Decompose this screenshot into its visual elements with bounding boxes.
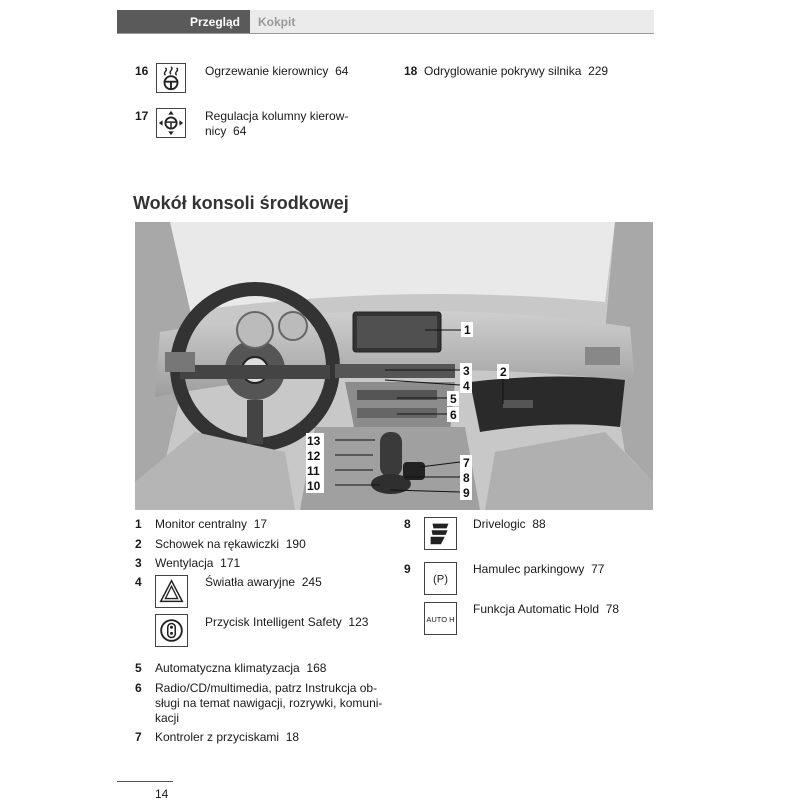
item-number: 16	[135, 64, 149, 78]
svg-text:(P): (P)	[432, 573, 449, 586]
item-number: 4	[135, 575, 142, 589]
hazard-warning-icon	[155, 575, 188, 608]
item-number: 9	[404, 562, 411, 576]
header-divider	[117, 33, 654, 34]
item-number: 18	[404, 64, 418, 78]
item-number: 17	[135, 109, 149, 123]
item-text: Odryglowanie pokrywy silnika 229	[424, 64, 609, 78]
callout-label: 8	[463, 471, 470, 485]
callout-label: 11	[307, 464, 320, 478]
item-number: 3	[135, 556, 142, 570]
intelligent-safety-icon	[155, 614, 188, 647]
item-text: kacji	[155, 711, 180, 725]
page-number: 14	[155, 787, 169, 801]
callout-label: 13	[307, 434, 321, 448]
item-text: Schowek na rękawiczki 190	[155, 537, 306, 551]
item-text: Wentylacja 171	[155, 556, 241, 570]
item-text: Radio/CD/multimedia, patrz Instrukcja ob-	[155, 681, 378, 695]
item-number: 2	[135, 537, 142, 551]
header-section-tab	[117, 10, 250, 33]
item-number: 5	[135, 661, 142, 675]
section-title: Wokół konsoli środkowej	[133, 193, 349, 213]
callout-label: 4	[463, 379, 470, 393]
item-text: Hamulec parkingowy 77	[473, 562, 605, 576]
item-text-continued: nicy 64	[205, 124, 247, 138]
steering-column-icon	[156, 108, 186, 138]
svg-text:AUTO H: AUTO H	[426, 614, 455, 624]
item-text: Ogrzewanie kierownicy 64	[205, 64, 349, 78]
heated-steering-wheel-icon	[156, 63, 186, 93]
item-text: Światła awaryjne 245	[205, 575, 322, 589]
callout-label: 9	[463, 486, 470, 500]
callout-label: 2	[500, 365, 507, 379]
callout-label: 1	[464, 323, 471, 337]
item-number: 8	[404, 517, 411, 531]
item-text: sługi na temat nawigacji, rozrywki, komuni-	[155, 696, 383, 710]
item-text: Kontroler z przyciskami 18	[155, 730, 300, 744]
item-text: Monitor centralny 17	[155, 517, 268, 531]
item-text: Drivelogic 88	[473, 517, 546, 531]
auto-hold-icon	[424, 602, 457, 635]
callout-label: 7	[463, 456, 470, 470]
item-text: Funkcja Automatic Hold 78	[473, 602, 620, 616]
page-header	[117, 10, 654, 33]
tab-kokpit: Kokpit	[258, 15, 296, 29]
footer-divider	[117, 781, 173, 782]
item-number: 6	[135, 681, 142, 695]
item-text: Przycisk Intelligent Safety 123	[205, 615, 369, 629]
callout-label: 5	[450, 392, 457, 406]
callout-label: 12	[307, 449, 321, 463]
callout-label: 3	[463, 364, 470, 378]
header-subsection-tab	[250, 10, 654, 33]
tab-przeglad: Przegląd	[189, 15, 240, 29]
callout-label: 6	[450, 408, 457, 422]
dashboard-photo	[135, 222, 653, 510]
parking-brake-icon	[424, 562, 457, 595]
item-number: 1	[135, 517, 142, 531]
callout-label: 10	[307, 479, 321, 493]
item-text: Automatyczna klimatyzacja 168	[155, 661, 327, 675]
drivelogic-icon	[424, 517, 457, 550]
item-text: Regulacja kolumny kierow-	[205, 109, 349, 123]
item-number: 7	[135, 730, 142, 744]
